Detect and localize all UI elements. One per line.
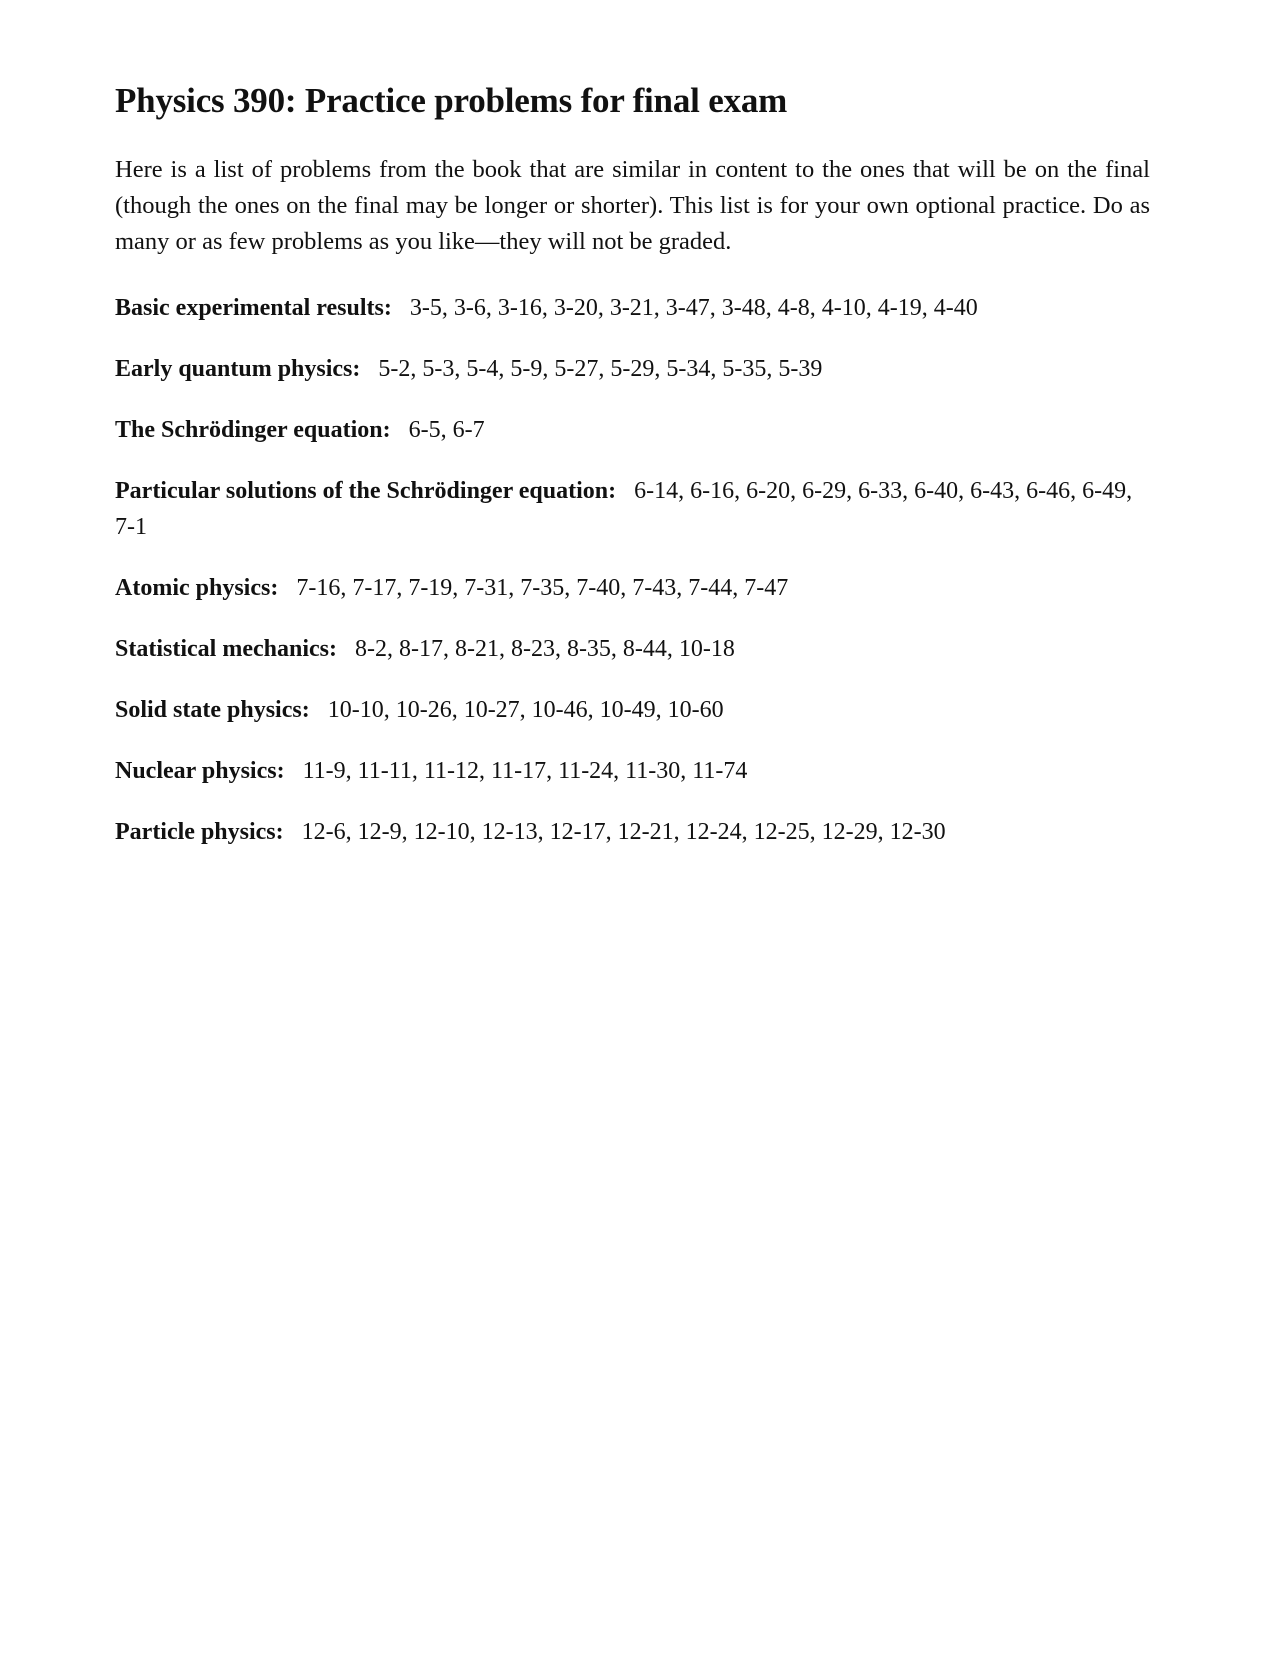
problem-list: 6-14, 6-16, 6-20, 6-29, 6-33, 6-40, 6-43, 6-46, 6-49, 7-1 bbox=[115, 478, 1133, 540]
section-basic-experimental-results bbox=[115, 290, 1150, 326]
intro-paragraph: Here is a list of problems from the book that are similar in content to the ones that will be on the final (though the ones on the final may be longer or shorter). This list is for your own optional practice. Do as many or as few problems as you like—they will not be graded. bbox=[115, 156, 1150, 255]
section-nuclear-physics bbox=[115, 753, 1150, 789]
problem-list: 5-2, 5-3, 5-4, 5-9, 5-27, 5-29, 5-34, 5-35, 5-39 bbox=[378, 356, 823, 382]
section-schrodinger-equation bbox=[115, 412, 1150, 448]
section-atomic-physics bbox=[115, 570, 1150, 606]
section-solid-state-physics bbox=[115, 692, 1150, 728]
problem-list: 11-9, 11-11, 11-12, 11-17, 11-24, 11-30, 11-74 bbox=[302, 758, 748, 784]
section-heading: Solid state physics: bbox=[115, 697, 310, 723]
section-heading: Statistical mechanics: bbox=[115, 636, 337, 662]
problem-list: 3-5, 3-6, 3-16, 3-20, 3-21, 3-47, 3-48, 4-8, 4-10, 4-19, 4-40 bbox=[409, 295, 978, 321]
section-statistical-mechanics bbox=[115, 631, 1150, 667]
section-heading: Early quantum physics: bbox=[115, 356, 361, 382]
problem-list: 12-6, 12-9, 12-10, 12-13, 12-17, 12-21, 12-24, 12-25, 12-29, 12-30 bbox=[301, 819, 946, 845]
page-title: Physics 390: Practice problems for final exam bbox=[115, 81, 788, 120]
section-heading: Atomic physics: bbox=[115, 575, 279, 601]
section-particle-physics bbox=[115, 814, 1150, 850]
document-page bbox=[115, 80, 1150, 875]
section-heading: Particle physics: bbox=[115, 819, 284, 845]
section-early-quantum-physics bbox=[115, 351, 1150, 387]
section-particular-solutions bbox=[115, 473, 1150, 545]
problem-list: 6-5, 6-7 bbox=[408, 417, 485, 443]
section-heading: Particular solutions of the Schrödinger equation: bbox=[115, 478, 617, 504]
section-heading: The Schrödinger equation: bbox=[115, 417, 391, 443]
problem-list: 10-10, 10-26, 10-27, 10-46, 10-49, 10-60 bbox=[327, 697, 724, 723]
section-heading: Nuclear physics: bbox=[115, 758, 285, 784]
section-heading: Basic experimental results: bbox=[115, 295, 392, 321]
problem-list: 8-2, 8-17, 8-21, 8-23, 8-35, 8-44, 10-18 bbox=[354, 636, 735, 662]
problem-list: 7-16, 7-17, 7-19, 7-31, 7-35, 7-40, 7-43, 7-44, 7-47 bbox=[296, 575, 789, 601]
